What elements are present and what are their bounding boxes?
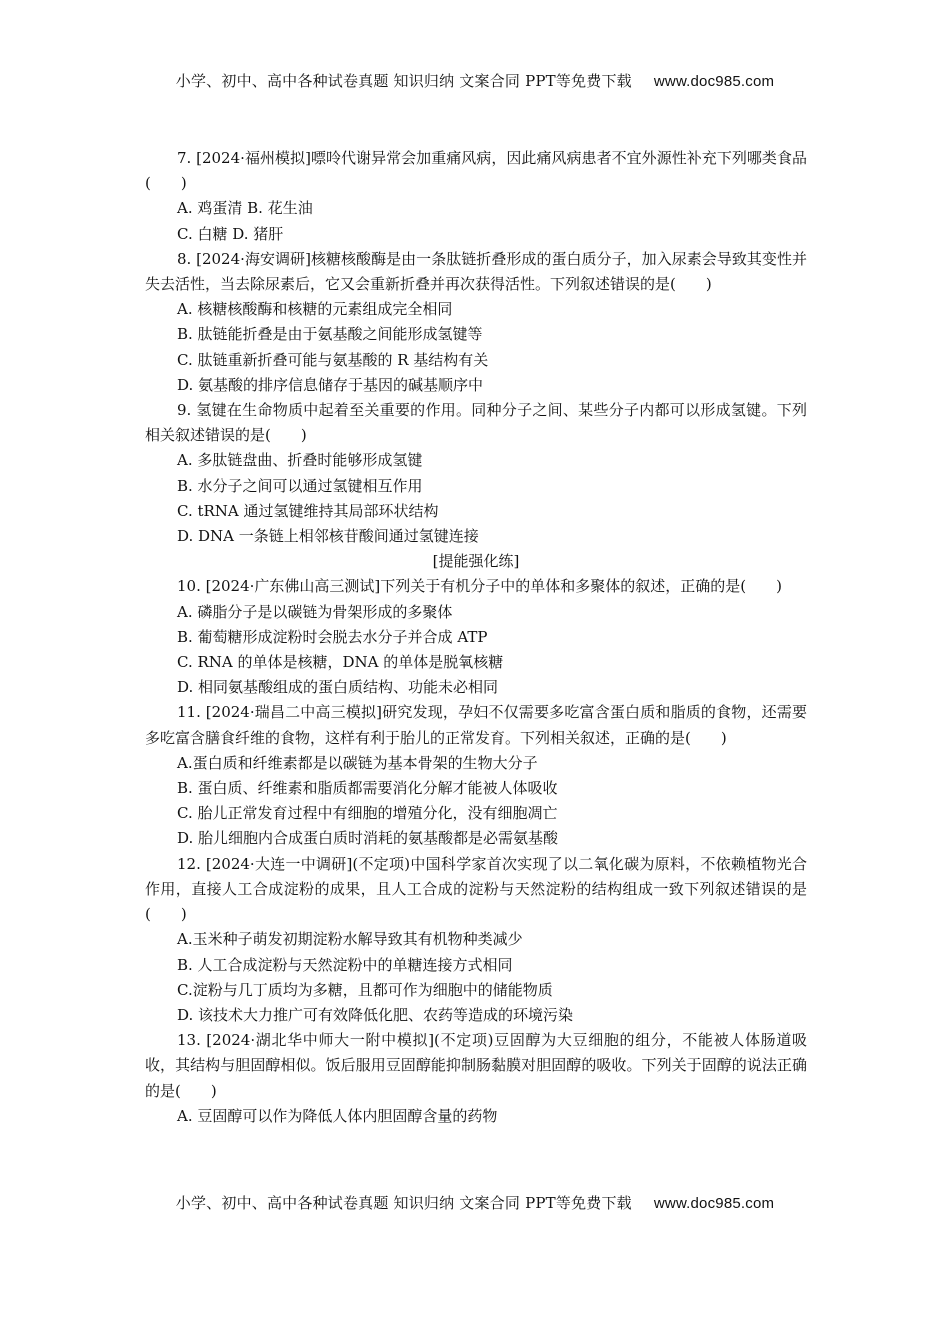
footer-site: www.doc985.com: [653, 1195, 775, 1212]
document-body: [145, 146, 807, 1129]
question-7-options-cd: C. 白糖 D. 猪肝: [177, 224, 284, 243]
question-9-stem: 9. 氢键在生命物质中起着至关重要的作用。同种分子之间、某些分子内都可以形成氢键。下列相关叙述错误的是( ): [145, 401, 807, 445]
question-11-option-b: B. 蛋白质、纤维素和脂质都需要消化分解才能被人体吸收: [177, 779, 558, 798]
question-9-option-c: C. tRNA 通过氢键维持其局部环状结构: [177, 501, 439, 520]
question-11-option-d: D. 胎儿细胞内合成蛋白质时消耗的氨基酸都是必需氨基酸: [177, 829, 559, 848]
question-10-stem: 10. [2024·广东佛山高三测试]下列关于有机分子中的单体和多聚体的叙述，正确的是( ): [177, 577, 782, 596]
section-heading: [提能强化练]: [432, 552, 520, 571]
question-8-option-b: B. 肽链能折叠是由于氨基酸之间能形成氢键等: [177, 325, 483, 344]
question-11-option-c: C. 胎儿正常发育过程中有细胞的增殖分化，没有细胞凋亡: [177, 804, 558, 823]
question-9-option-d: D. DNA 一条链上相邻核苷酸间通过氢键连接: [177, 527, 479, 546]
question-7-options-ab: A. 鸡蛋清 B. 花生油: [177, 199, 313, 218]
header-site: www.doc985.com: [653, 73, 775, 90]
question-9-option-a: A. 多肽链盘曲、折叠时能够形成氢键: [177, 451, 423, 470]
question-11-option-a: A.蛋白质和纤维素都是以碳链为基本骨架的生物大分子: [177, 753, 538, 772]
question-10-option-a: A. 磷脂分子是以碳链为骨架形成的多聚体: [177, 602, 453, 621]
question-10-option-b: B. 葡萄糖形成淀粉时会脱去水分子并合成 ATP: [177, 627, 488, 646]
question-8-option-c: C. 肽链重新折叠可能与氨基酸的 R 基结构有关: [177, 350, 489, 369]
question-13-stem: 13. [2024·湖北华中师大一附中模拟](不定项)豆固醇为大豆细胞的组分，不能被人体肠道吸收，其结构与胆固醇相似。饭后服用豆固醇能抑制肠黏膜对胆固醇的吸收。下列关于固醇的说法正确的是( ): [145, 1031, 807, 1100]
question-13-option-a: A. 豆固醇可以作为降低人体内胆固醇含量的药物: [177, 1106, 498, 1125]
question-11-stem: 11. [2024·瑞昌二中高三模拟]研究发现，孕妇不仅需要多吃富含蛋白质和脂质的食物，还需要多吃富含膳食纤维的食物，这样有利于胎儿的正常发育。下列相关叙述，正确的是( ): [145, 703, 807, 747]
question-12-stem: 12. [2024·大连一中调研](不定项)中国科学家首次实现了以二氧化碳为原料，不依赖植物光合作用，直接人工合成淀粉的成果，且人工合成的淀粉与天然淀粉的结构组成一致下列叙述错误的是( ): [145, 854, 807, 924]
page-header: [0, 70, 950, 91]
page-footer: [0, 1192, 950, 1213]
question-12-option-b: B. 人工合成淀粉与天然淀粉中的单糖连接方式相同: [177, 955, 513, 974]
question-7-stem: 7. [2024·福州模拟]嘌呤代谢异常会加重痛风病，因此痛风病患者不宜外源性补充下列哪类食品( ): [145, 149, 807, 193]
question-10-option-c: C. RNA 的单体是核糖，DNA 的单体是脱氧核糖: [177, 653, 504, 672]
question-8-option-d: D. 氨基酸的排序信息储存于基因的碱基顺序中: [177, 375, 484, 394]
question-12-option-d: D. 该技术大力推广可有效降低化肥、农药等造成的环境污染: [177, 1005, 574, 1024]
question-12-option-a: A.玉米种子萌发初期淀粉水解导致其有机物种类减少: [177, 930, 523, 949]
footer-text: 小学、初中、高中各种试卷真题 知识归纳 文案合同 PPT等免费下载: [175, 1194, 632, 1212]
question-8-stem: 8. [2024·海安调研]核糖核酸酶是由一条肽链折叠形成的蛋白质分子，加入尿素会导致其变性并失去活性，当去除尿素后，它又会重新折叠并再次获得活性。下列叙述错误的是( ): [145, 249, 807, 294]
question-8-option-a: A. 核糖核酸酶和核糖的元素组成完全相同: [177, 300, 453, 319]
question-9-option-b: B. 水分子之间可以通过氢键相互作用: [177, 476, 423, 495]
question-10-option-d: D. 相同氨基酸组成的蛋白质结构、功能未必相同: [177, 678, 499, 697]
header-text: 小学、初中、高中各种试卷真题 知识归纳 文案合同 PPT等免费下载: [175, 72, 632, 90]
question-12-option-c: C.淀粉与几丁质均为多糖，且都可作为细胞中的储能物质: [177, 980, 553, 999]
